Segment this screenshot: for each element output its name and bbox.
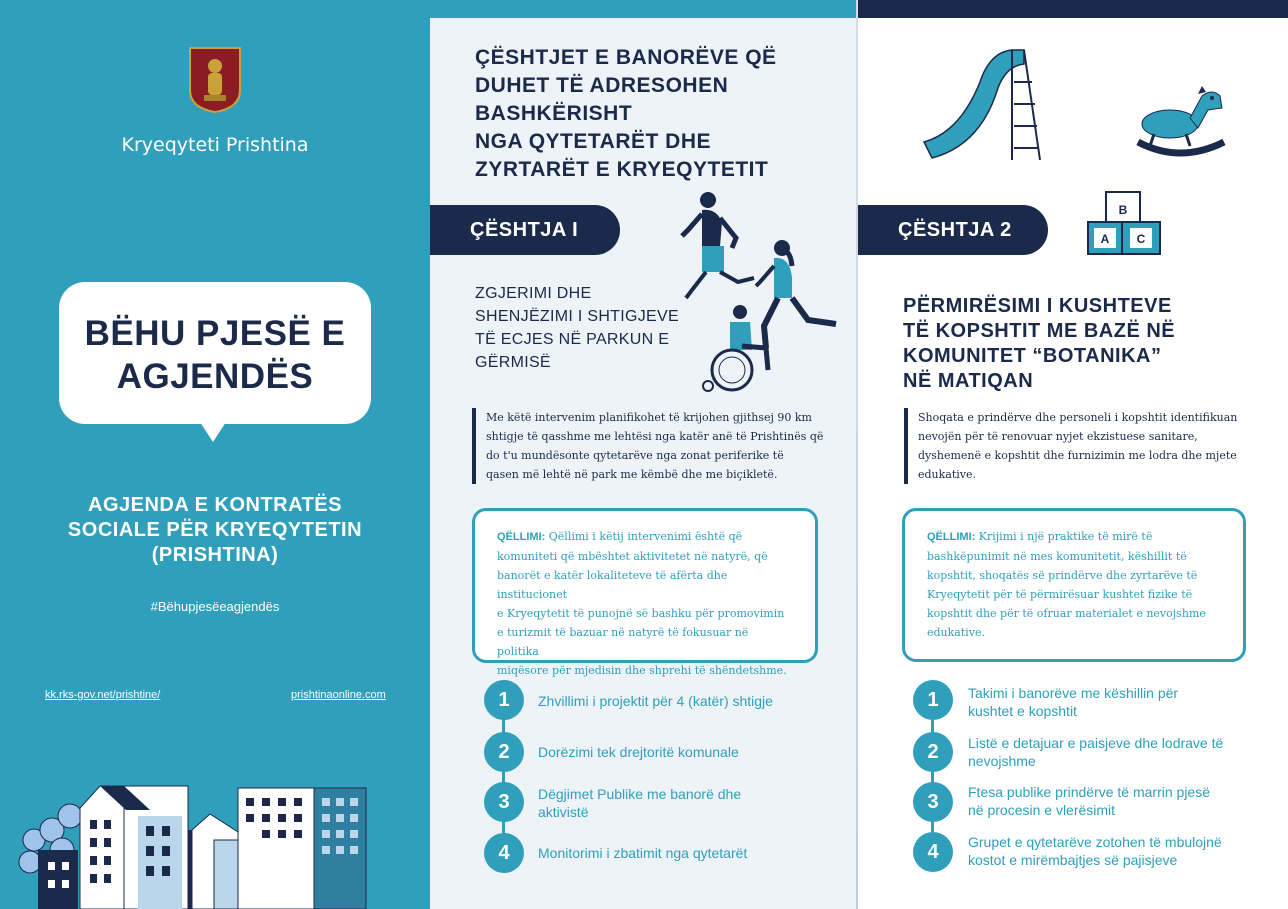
people-exercising-icon bbox=[680, 186, 850, 396]
cover-panel bbox=[0, 0, 430, 909]
step-4-number: 4 bbox=[913, 832, 953, 872]
subtitle-line: PËRMIRËSIMI I KUSHTEVE bbox=[903, 295, 1172, 317]
agenda-title bbox=[0, 493, 430, 568]
step-line: Dëgjimet Publike me banorë dhe bbox=[538, 786, 742, 802]
subtitle-line: SHENJËZIMI I SHTIGJEVE bbox=[475, 308, 679, 325]
title-line: BASHKËRISHT bbox=[475, 102, 633, 125]
title-line: NGA QYTETARËT DHE bbox=[475, 130, 712, 153]
speech-bubble bbox=[59, 282, 371, 424]
brand-name: Kryeqyteti Prishtina bbox=[121, 134, 309, 156]
goal-line: Qëllimi i këtij intervenimi është që bbox=[545, 530, 743, 543]
step-1-number: 1 bbox=[913, 680, 953, 720]
description-line: qasen më lehtë në park me këmbë dhe me biçikletë. bbox=[486, 468, 778, 481]
goal-line: e turizmit të bazuar në natyrë të fokusuar në politika bbox=[497, 626, 749, 658]
description-line: Me këtë intervenim planifikohet të krijohen gjithsej 90 km bbox=[486, 411, 812, 424]
subtitle-line: NË MATIQAN bbox=[903, 370, 1034, 392]
issue-2-title bbox=[903, 294, 1243, 394]
description-line: Shoqata e prindërve dhe personeli i kopshtit identifikuan bbox=[918, 411, 1238, 424]
step-3-text bbox=[538, 785, 838, 821]
description-line: shtigje të qasshme me lehtësi nga katër anë të Prishtinës që bbox=[486, 430, 824, 443]
block-letter: B bbox=[1118, 203, 1128, 217]
issue-1-description bbox=[472, 408, 832, 484]
bubble-title bbox=[59, 312, 371, 398]
issue-2-description bbox=[904, 408, 1264, 484]
step-2-number: 2 bbox=[913, 732, 953, 772]
step-line: nevojshme bbox=[968, 753, 1036, 769]
issue-1-goal-box bbox=[472, 508, 818, 677]
step-3-number: 3 bbox=[484, 782, 524, 822]
step-line: Monitorimi i zbatimit nga qytetarët bbox=[538, 845, 748, 861]
issue-1-title bbox=[475, 282, 705, 374]
step-1-text bbox=[538, 692, 838, 710]
subtitle-line: TË KOPSHTIT ME BAZË NË bbox=[903, 320, 1176, 342]
goal-line: edukative. bbox=[927, 626, 986, 639]
issue-2-panel bbox=[858, 0, 1288, 909]
goal-line: kopshtit dhe për të ofruar materialet e nevojshme bbox=[927, 607, 1206, 620]
issue-1-label: ÇËSHTJA I bbox=[430, 205, 620, 255]
rocking-horse-icon bbox=[1132, 82, 1228, 164]
goal-line: komuniteti që mbështet aktivitetet në natyrë, që bbox=[497, 550, 768, 563]
agenda-line: SOCIALE PËR KRYEQYTETIN bbox=[67, 519, 363, 541]
step-line: Zhvillimi i projektit për 4 (katër) shtigje bbox=[538, 693, 773, 709]
step-2-text bbox=[968, 734, 1268, 770]
description-line: do t'u mundësonte qytetarëve nga zonat periferike të bbox=[486, 449, 784, 462]
title-line: ÇËSHTJET E BANORËVE QË bbox=[475, 46, 777, 69]
goal-line: banorët e katër lokaliteteve të afërta dhe institucionet bbox=[497, 569, 728, 601]
subtitle-line: ZGJERIMI DHE bbox=[475, 285, 592, 302]
step-line: kushtet e kopshtit bbox=[968, 703, 1077, 719]
goal-line: e Kryeqytetit të punojnë së bashku për promovimin bbox=[497, 607, 785, 620]
step-4-text bbox=[968, 833, 1268, 869]
goal-label: QËLLIMI: bbox=[497, 531, 546, 543]
step-line: Listë e detajuar e paisjeve dhe lodrave të bbox=[968, 735, 1224, 751]
step-1-number: 1 bbox=[484, 680, 524, 720]
step-1-text bbox=[968, 684, 1268, 720]
bubble-line: AGJENDËS bbox=[116, 357, 314, 396]
goal-line: Krijimi i një praktike të mirë të bbox=[975, 530, 1153, 543]
bubble-tail bbox=[200, 422, 226, 442]
block-letter: C bbox=[1136, 232, 1146, 246]
title-line: ZYRTARËT E KRYEQYTETIT bbox=[475, 158, 769, 181]
city-emblem-icon bbox=[188, 46, 242, 114]
title-line: DUHET TË ADRESOHEN bbox=[475, 74, 729, 97]
issue-1-panel bbox=[430, 0, 858, 909]
step-2-number: 2 bbox=[484, 732, 524, 772]
subtitle-line: KOMUNITET “BOTANIKA” bbox=[903, 345, 1162, 367]
step-line: aktivistë bbox=[538, 804, 589, 820]
goal-line: Kryeqytetit për të përmirësuar kushtet fizike të bbox=[927, 588, 1193, 601]
description-line: edukative. bbox=[918, 468, 977, 481]
top-bar bbox=[430, 0, 858, 18]
link-prishtinaonline[interactable]: prishtinaonline.com bbox=[291, 689, 386, 701]
abc-blocks-icon bbox=[1086, 190, 1162, 256]
step-line: kostot e mirëmbajtjes së pajisjeve bbox=[968, 852, 1178, 868]
step-line: në procesin e vlerësimit bbox=[968, 802, 1116, 818]
subtitle-line: TË ECJES NË PARKUN E bbox=[475, 331, 670, 348]
step-2-text bbox=[538, 743, 838, 761]
link-municipality[interactable]: kk.rks-gov.net/prishtine/ bbox=[45, 689, 161, 701]
step-line: Ftesa publike prindërve të marrin pjesë bbox=[968, 784, 1211, 800]
goal-line: bashkëpunimit në mes komunitetit, këshillit të bbox=[927, 550, 1187, 563]
agenda-line: (PRISHTINA) bbox=[151, 544, 279, 566]
subtitle-line: GËRMISË bbox=[475, 354, 551, 371]
goal-line: kopshtit, shoqatës së prindërve dhe zyrtarëve të bbox=[927, 569, 1198, 582]
agenda-line: AGJENDA E KONTRATËS bbox=[88, 494, 342, 516]
block-letter: A bbox=[1100, 232, 1110, 246]
step-4-number: 4 bbox=[484, 833, 524, 873]
hashtag: #Bëhupjesëeagjendës bbox=[150, 599, 280, 614]
page-title bbox=[475, 44, 835, 184]
step-line: Grupet e qytetarëve zotohen të mbulojnë bbox=[968, 834, 1222, 850]
slide-icon bbox=[920, 42, 1058, 162]
issue-2-label: ÇËSHTJA 2 bbox=[858, 205, 1048, 255]
steps-connector bbox=[931, 700, 934, 852]
steps-connector bbox=[502, 700, 505, 852]
step-3-text bbox=[968, 783, 1268, 819]
step-3-number: 3 bbox=[913, 782, 953, 822]
description-line: nevojën për të renovuar nyjet ekzistuese sanitare, bbox=[918, 430, 1198, 443]
bubble-line: BËHU PJESË E bbox=[84, 314, 346, 353]
step-4-text bbox=[538, 844, 838, 862]
step-line: Takimi i banorëve me këshillin për bbox=[968, 685, 1179, 701]
issue-2-goal-box bbox=[902, 508, 1246, 662]
description-line: dyshemenë e kopshtit dhe furnizimin me lodra dhe mjete bbox=[918, 449, 1237, 462]
top-bar bbox=[858, 0, 1288, 18]
goal-label: QËLLIMI: bbox=[927, 531, 976, 543]
city-buildings-illustration bbox=[0, 770, 430, 909]
step-line: Dorëzimi tek drejtoritë komunale bbox=[538, 744, 739, 760]
goal-line: miqësore për mjedisin dhe shprehi të shëndetshme. bbox=[497, 664, 787, 677]
